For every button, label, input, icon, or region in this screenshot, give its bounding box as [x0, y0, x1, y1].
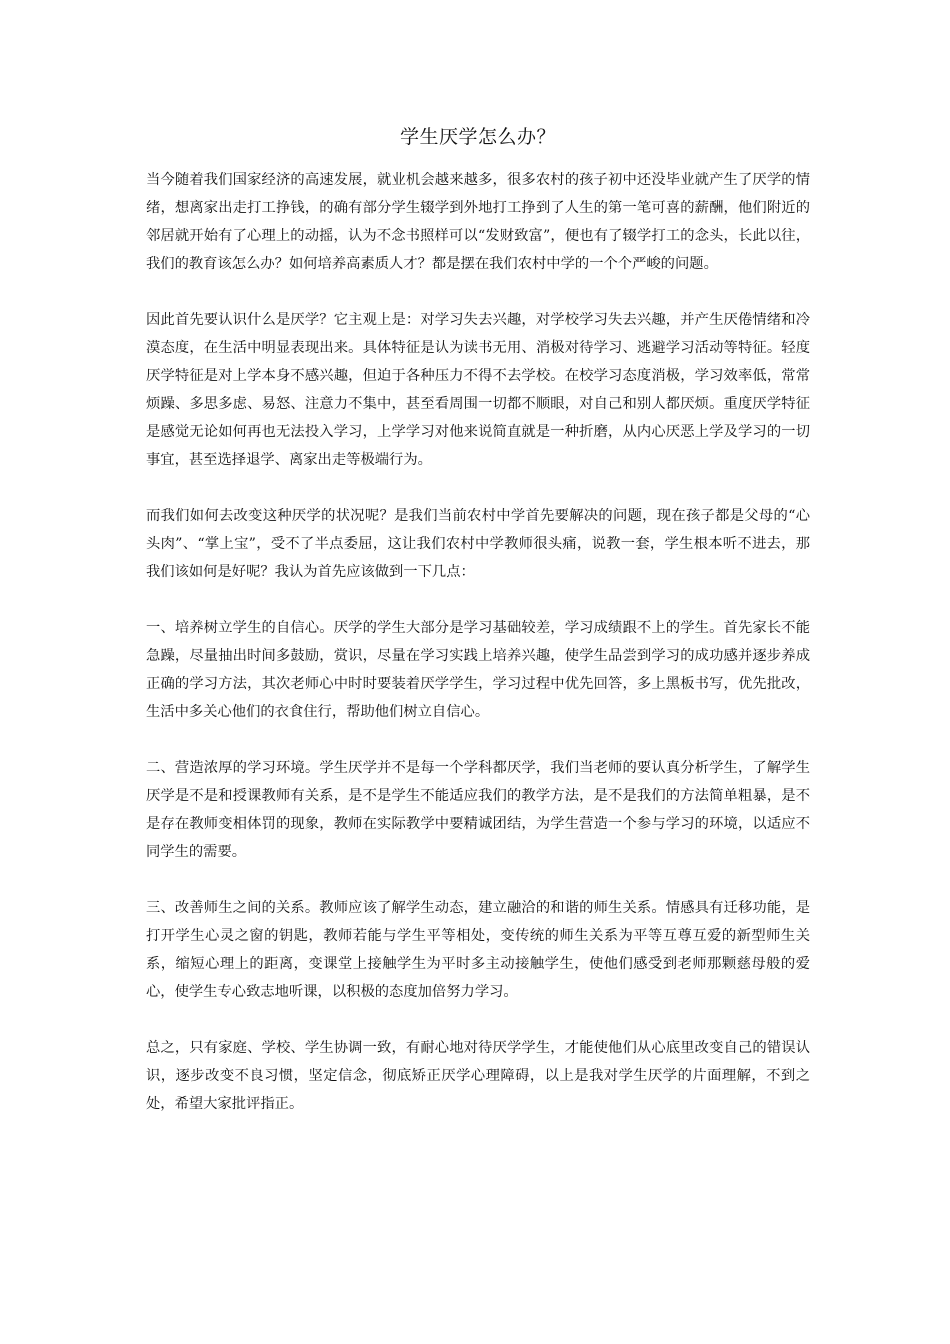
paragraph-intro: 当今随着我们国家经济的高速发展，就业机会越来越多，很多农村的孩子初中还没毕业就产生了厌学的情绪，想离家出走打工挣钱，的确有部分学生辍学到外地打工挣到了人生的第一笔可喜的薪酬，他们附近的邻居就开始有了心理上的动摇，认为不念书照样可以“发财致富”，便也有了辍学打工的念头，长此以往，我们的教育该怎么办？如何培养高素质人才？都是摆在我们农村中学的一个个严峻的问题。 [146, 172, 810, 272]
paragraph-definition: 因此首先要认识什么是厌学？它主观上是：对学习失去兴趣，对学校学习失去兴趣，并产生厌倦情绪和冷漠态度，在生活中明显表现出来。具体特征是认为读书无用、消极对待学习、逃避学习活动等特征。轻度厌学特征是对上学本身不感兴趣，但迫于各种压力不得不去学校。在校学习态度消极，学习效率低，常常烦躁、多思多虑、易怒、注意力不集中，甚至看周围一切都不顺眼，对自己和别人都厌烦。重度厌学特征是感觉无论如何再也无法投入学习，上学学习对他来说简直就是一种折磨，从内心厌恶上学及学习的一切事宜，甚至选择退学、离家出走等极端行为。 [146, 312, 810, 468]
document-body [146, 122, 810, 1146]
paragraph-point-two: 二、营造浓厚的学习环境。学生厌学并不是每一个学科都厌学，我们当老师的要认真分析学生，了解学生厌学是不是和授课教师有关系，是不是学生不能适应我们的教学方法，是不是我们的方法简单粗暴，是不是存在教师变相体罚的现象，教师在实际教学中要精诚团结，为学生营造一个参与学习的环境，以适应不同学生的需要。 [146, 760, 810, 860]
paragraph-question: 而我们如何去改变这种厌学的状况呢？是我们当前农村中学首先要解决的问题，现在孩子都是父母的“心头肉”、“掌上宝”，受不了半点委屈，这让我们农村中学教师很头痛，说教一套，学生根本听不进去，那我们该如何是好呢？我认为首先应该做到一下几点： [146, 508, 810, 580]
paragraph-point-one: 一、培养树立学生的自信心。厌学的学生大部分是学习基础较差，学习成绩跟不上的学生。首先家长不能急躁，尽量抽出时间多鼓励，赏识，尽量在学习实践上培养兴趣，使学生品尝到学习的成功感并逐步养成正确的学习方法，其次老师心中时时要装着厌学学生，学习过程中优先回答，多上黑板书写，优先批改，生活中多关心他们的衣食住行，帮助他们树立自信心。 [146, 620, 810, 720]
document-title: 学生厌学怎么办？ [399, 126, 556, 148]
paragraph-conclusion: 总之，只有家庭、学校、学生协调一致，有耐心地对待厌学学生，才能使他们从心底里改变自己的错误认识，逐步改变不良习惯，坚定信念，彻底矫正厌学心理障碍，以上是我对学生厌学的片面理解，不到之处，希望大家批评指正。 [146, 1040, 810, 1112]
paragraph-point-three: 三、改善师生之间的关系。教师应该了解学生动态，建立融洽的和谐的师生关系。情感具有迁移功能，是打开学生心灵之窗的钥匙，教师若能与学生平等相处，变传统的师生关系为平等互尊互爱的新型师生关系，缩短心理上的距离，变课堂上接触学生为平时多主动接触学生，使他们感受到老师那颗慈母般的爱心，使学生专心致志地听课，以积极的态度加倍努力学习。 [146, 900, 810, 1000]
